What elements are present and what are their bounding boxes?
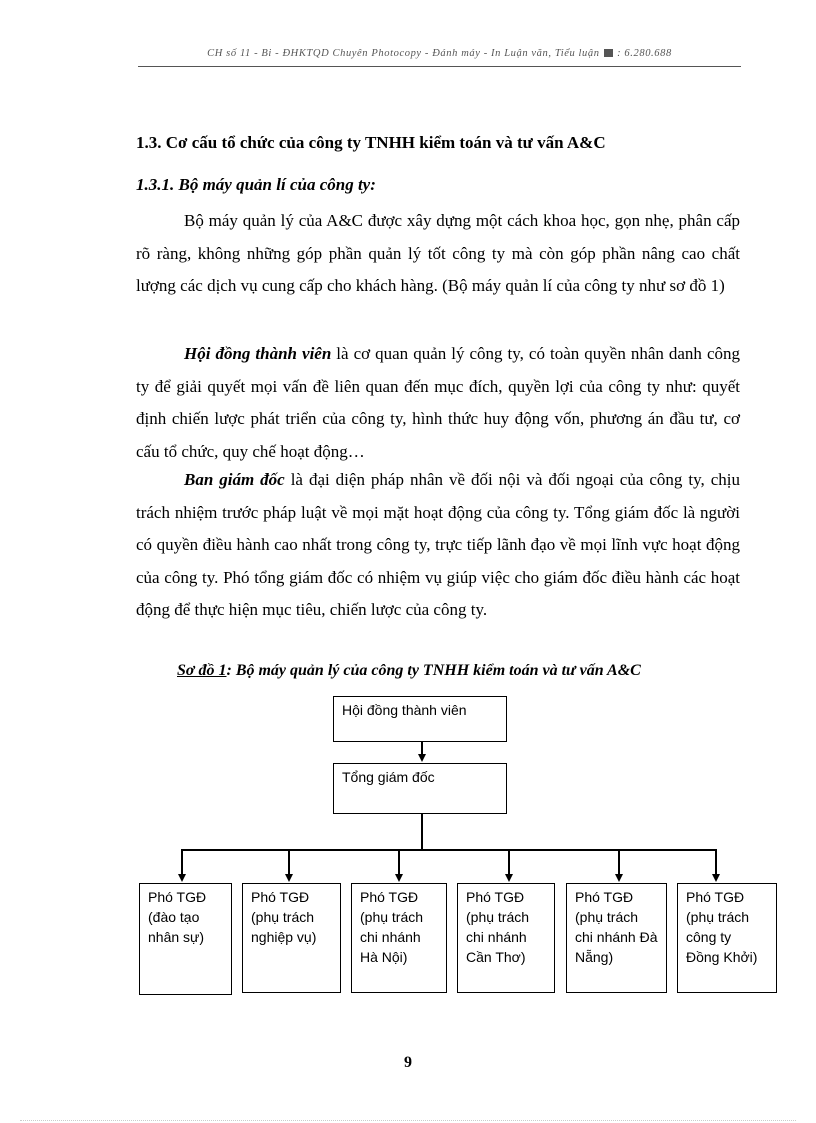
box-deputy-4 [457,883,555,993]
connector-bus [181,849,716,851]
drop-arrow-6 [712,874,720,882]
diagram-caption-label: Sơ đồ 1 [177,662,227,679]
paragraph-3-text: là đại diện pháp nhân về đối nội và đối ngoại của công ty, chịu trách nhiệm trước pháp luật về mọi mặt hoạt động của công ty. Tổng giám đốc là người có quyền điều hành cao nhất trong công ty, trực tiếp lãnh đạo về mọi lĩnh vực hoạt động của công ty. Phó tổng giám đốc có nhiệm vụ giúp việc cho giám đốc điều hành các hoạt động để thực hiện mục tiêu, chiến lược của công ty. [136,470,740,619]
subsection-heading: 1.3.1. Bộ máy quản lí của công ty: [136,175,376,194]
paragraph-3 [136,464,740,627]
drop-arrow-5 [615,874,623,882]
drop-arrow-3 [395,874,403,882]
connector-ceo-bus [421,814,423,849]
box-deputy-2 [242,883,341,993]
box-hoi-dong-label: Hội đồng thành viên [342,702,467,718]
box-deputy-5-label: Phó TGĐ (phụ trách chi nhánh Đà Nẵng) [575,889,658,965]
section-heading: 1.3. Cơ cấu tổ chức của công ty TNHH kiểm toán và tư vấn A&C [136,133,606,152]
page-number: 9 [404,1054,412,1071]
box-deputy-3-label: Phó TGĐ (phụ trách chi nhánh Hà Nội) [360,889,424,965]
box-deputy-6 [677,883,777,993]
drop-line-5 [618,849,620,875]
drop-line-1 [181,849,183,875]
drop-arrow-2 [285,874,293,882]
box-deputy-4-label: Phó TGĐ (phụ trách chi nhánh Cần Thơ) [466,889,530,965]
box-deputy-1 [139,883,232,995]
drop-arrow-4 [505,874,513,882]
paragraph-2-text: là cơ quan quản lý công ty, có toàn quyền nhân danh công ty để giải quyết mọi vấn đề liên quan đến mục đích, quyền lợi của công ty như: quyết định chiến lược phát triển của công ty, hình thức huy động vốn, phương án đầu tư, cơ cấu tổ chức, quy chế hoạt động… [136,344,740,461]
term-ban-giam-doc: Ban giám đốc [184,470,285,489]
box-deputy-3 [351,883,447,993]
drop-line-4 [508,849,510,875]
footer-divider [20,1120,796,1121]
box-tong-giam-doc [333,763,507,814]
arrow-to-ceo [418,754,426,762]
page-header [138,48,741,67]
header-text: CH số 11 - Bi - ĐHKTQD Chuyên Photocopy - Đánh máy - In Luận văn, Tiểu luận [207,48,600,59]
box-hoi-dong [333,696,507,742]
box-deputy-2-label: Phó TGĐ (phụ trách nghiệp vụ) [251,889,317,945]
paragraph-1-text: Bộ máy quản lý của A&C được xây dựng một cách khoa học, gọn nhẹ, phân cấp rõ ràng, không những góp phần quản lý tốt công ty mà còn góp phần nâng cao chất lượng các dịch vụ cung cấp cho khách hàng. (Bộ máy quản lí của công ty như sơ đồ 1) [136,211,740,295]
box-deputy-5 [566,883,667,993]
box-deputy-6-label: Phó TGĐ (phụ trách công ty Đồng Khởi) [686,889,758,965]
diagram-caption-text: : Bộ máy quản lý của công ty TNHH kiểm toán và tư vấn A&C [226,662,641,679]
drop-line-6 [715,849,717,875]
diagram-caption [177,662,641,680]
box-deputy-1-label: Phó TGĐ (đào tạo nhân sự) [148,889,207,945]
drop-line-3 [398,849,400,875]
box-tong-giam-doc-label: Tổng giám đốc [342,769,435,785]
drop-arrow-1 [178,874,186,882]
drop-line-2 [288,849,290,875]
term-hoi-dong: Hội đồng thành viên [184,344,332,363]
paragraph-1 [136,205,740,303]
phone-icon [604,49,613,57]
paragraph-2 [136,338,740,468]
header-phone: : 6.280.688 [617,48,672,59]
